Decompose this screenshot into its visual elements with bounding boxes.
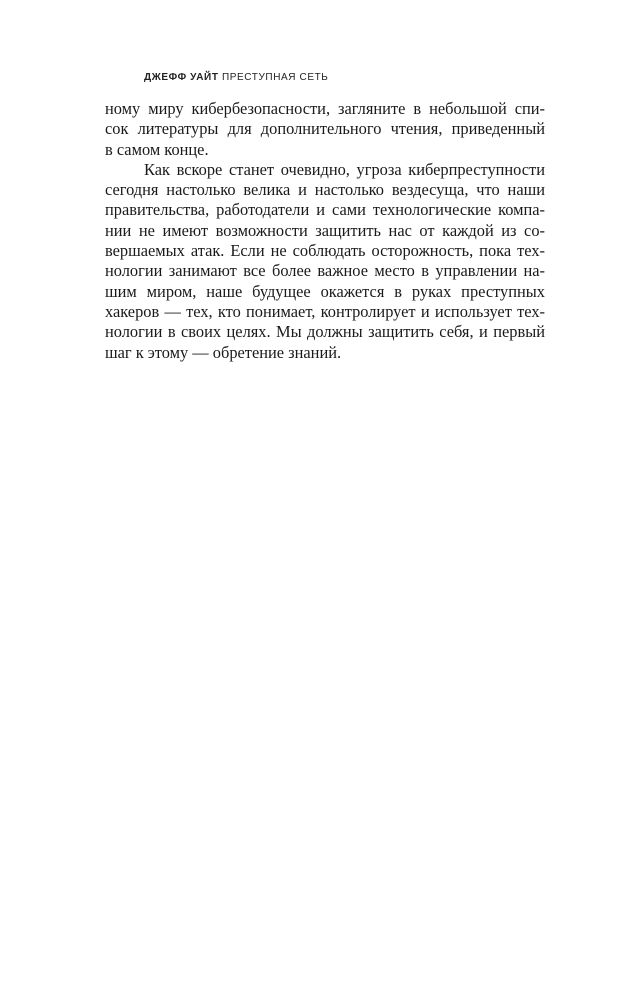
header-book-title: ПРЕСТУПНАЯ СЕТЬ (221, 72, 329, 83)
header-author: ДЖЕФФ УАЙТ (144, 72, 219, 83)
body-text (105, 99, 545, 363)
text-line: нии не имеют возможности защитить нас от каждой из со- (105, 220, 545, 240)
paragraph-continuation (105, 99, 545, 160)
text-line: вершаемых атак. Если не соблюдать осторожность, пока тех- (105, 241, 545, 261)
text-line: хакеров — тех, кто понимает, контролирует и использует тех- (105, 301, 545, 321)
paragraph (105, 160, 545, 363)
text-line: сок литературы для дополнительного чтения, приведенный (105, 119, 545, 139)
text-line: сегодня настолько велика и настолько вездесуща, что наши (105, 180, 545, 200)
text-line: Как вскоре станет очевидно, угроза киберпреступности (144, 159, 545, 179)
text-line: шим миром, наше будущее окажется в руках преступных (105, 281, 545, 301)
text-line: нологии занимают все более важное место в управлении на- (105, 261, 545, 281)
text-line: шаг к этому — обретение знаний. (105, 342, 342, 362)
text-line: в самом конце. (105, 139, 209, 159)
text-line: нологии в своих целях. Мы должны защитить себя, и первый (105, 322, 545, 342)
text-line: ному миру кибербезопасности, загляните в небольшой спи- (105, 99, 545, 118)
running-header (144, 72, 328, 83)
text-line: правительства, работодатели и сами технологические компа- (105, 200, 545, 220)
